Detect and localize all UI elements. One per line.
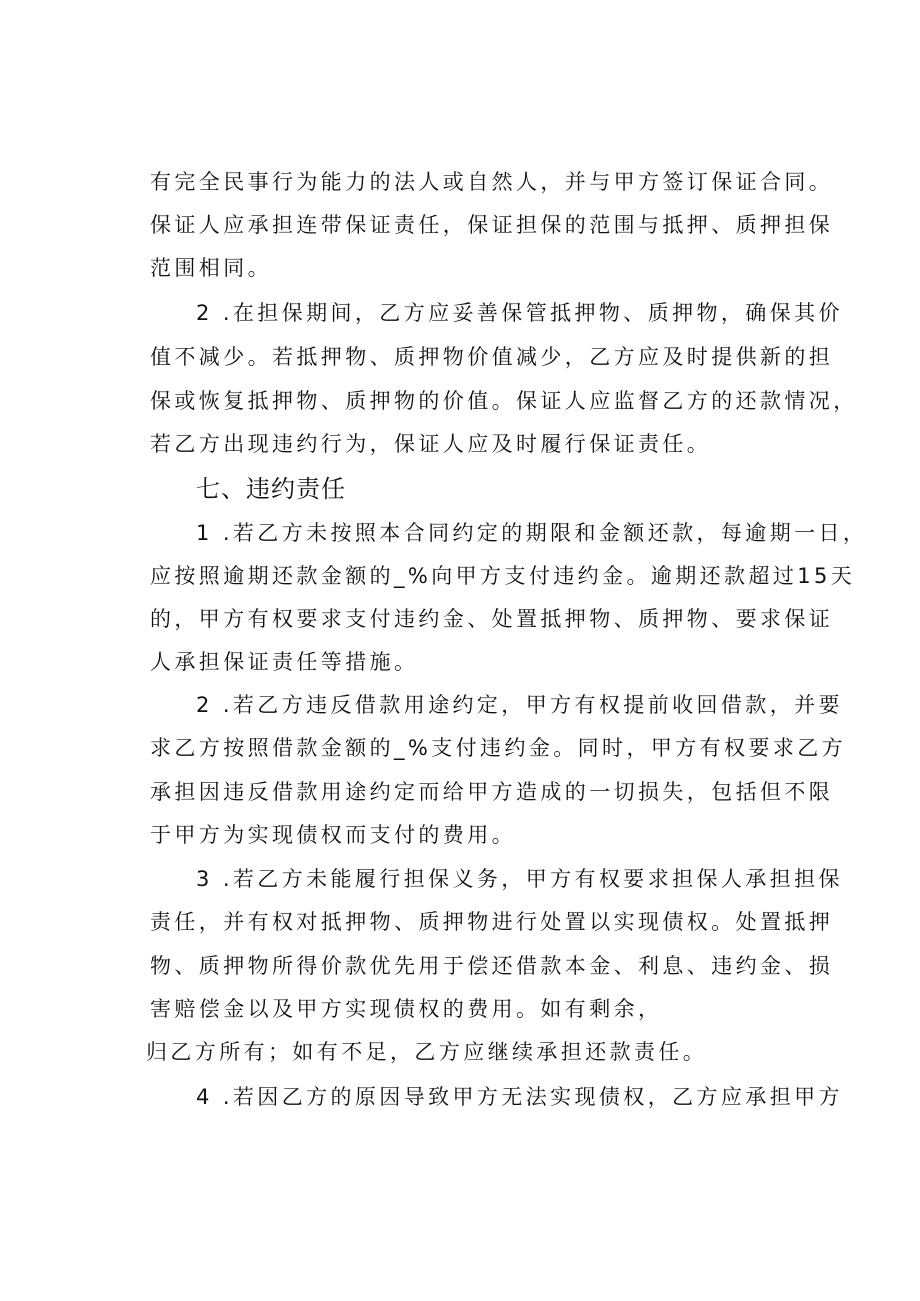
paragraph-line: 责任，并有权对抵押物、质押物进行处置以实现债权。处置抵押 — [150, 910, 834, 934]
paragraph-line: 若乙方出现违约行为，保证人应及时履行保证责任。 — [150, 432, 712, 456]
paragraph-line: 保或恢复抵押物、质押物的价值。保证人应监督乙方的还款情况， — [150, 389, 858, 413]
paragraph-line: 害赔偿金以及甲方实现债权的费用。如有剩余， — [150, 997, 663, 1021]
paragraph-line: 承担因违反借款用途约定而给甲方造成的一切损失，包括但不限 — [150, 780, 834, 804]
paragraph-line: 应按照逾期还款金额的_%向甲方支付违约金。逾期还款超过15天 — [150, 564, 856, 588]
paragraph-line: 有完全民事行为能力的法人或自然人，并与甲方签订保证合同。 — [150, 170, 834, 194]
paragraph-line: 2 .若乙方违反借款用途约定，甲方有权提前收回借款，并要 — [196, 693, 843, 717]
paragraph-line: 4 .若因乙方的原因导致甲方无法实现债权，乙方应承担甲方 — [196, 1085, 843, 1109]
paragraph-line: 人承担保证责任等措施。 — [150, 650, 419, 674]
paragraph-line: 范围相同。 — [150, 256, 272, 280]
paragraph-line: 保证人应承担连带保证责任，保证担保的范围与抵押、质押担保 — [150, 213, 834, 237]
paragraph-line: 的，甲方有权要求支付违约金、处置抵押物、质押物、要求保证 — [150, 607, 834, 631]
paragraph-line: 归乙方所有；如有不足，乙方应继续承担还款责任。 — [146, 1040, 708, 1064]
section-heading: 七、违约责任 — [196, 475, 346, 503]
paragraph-line: 于甲方为实现债权而支付的费用。 — [150, 823, 516, 847]
paragraph-line: 物、质押物所得价款优先用于偿还借款本金、利息、违约金、损 — [150, 954, 834, 978]
paragraph-line: 求乙方按照借款金额的_%支付违约金。同时，甲方有权要求乙方 — [150, 736, 847, 760]
paragraph-line: 3 .若乙方未能履行担保义务，甲方有权要求担保人承担担保 — [196, 867, 843, 891]
paragraph-line: 2 .在担保期间，乙方应妥善保管抵押物、质押物，确保其价 — [196, 301, 843, 325]
paragraph-line: 值不减少。若抵押物、质押物价值减少，乙方应及时提供新的担 — [150, 345, 834, 369]
paragraph-line: 1 .若乙方未按照本合同约定的期限和金额还款，每逾期一日， — [196, 521, 868, 545]
